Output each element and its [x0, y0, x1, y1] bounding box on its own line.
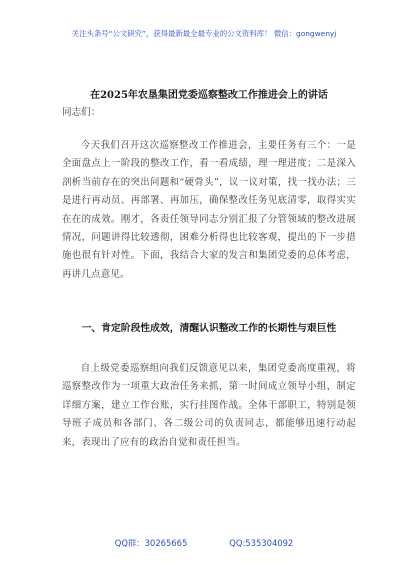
section-heading-1: 一、肯定阶段性成效，清醒认识整改工作的长期性与艰巨性 [81, 323, 337, 334]
paragraph-1: 今天我们召开这次巡察整改工作推进会，主要任务有三个：一是全面盘点上一阶段的整改工作，看一看成绩，理一理进度；二是深入剖析当前存在的突出问题和“硬骨头”，议一议对策，找一找办法；三是进行再动员、再部署、再加压，确保整改任务见底清零，取得实实在在的成效。刚才，各责任领导同志分别汇报了分管领域的整改进展情况，问题讲得比较透彻，困难分析得也比较客观，提出的下一步措施也很有针对性。下面，我结合大家的发言和集团党委的总体考虑，再讲几点意见。 [62, 140, 356, 280]
footer-qq-group: QQ群：30265665 [114, 538, 188, 548]
header-banner: 关注头条号“公文研究”，获得最新最全最专业的公文资料库！ 微信：gongwenyj [71, 29, 337, 38]
footer-qq-contact: QQ:535304092 [229, 538, 294, 548]
document-title: 在2025年农垦集团党委巡察整改工作推进会上的讲话 [90, 90, 328, 101]
paragraph-2: 自上级党委巡察组向我们反馈意见以来，集团党委高度重视，将巡察整改作为一项重大政治任务来抓，第一时间成立领导小组，制定详细方案，建立工作台账，实行挂图作战。全体干部职工，特别是领导班子成员和各部门、各二级公司的负责同志，都能够迅速行动起来，表现出了应有的政治自觉和责任担当。 [62, 363, 356, 448]
salutation: 同志们： [62, 107, 101, 118]
footer [0, 537, 408, 549]
